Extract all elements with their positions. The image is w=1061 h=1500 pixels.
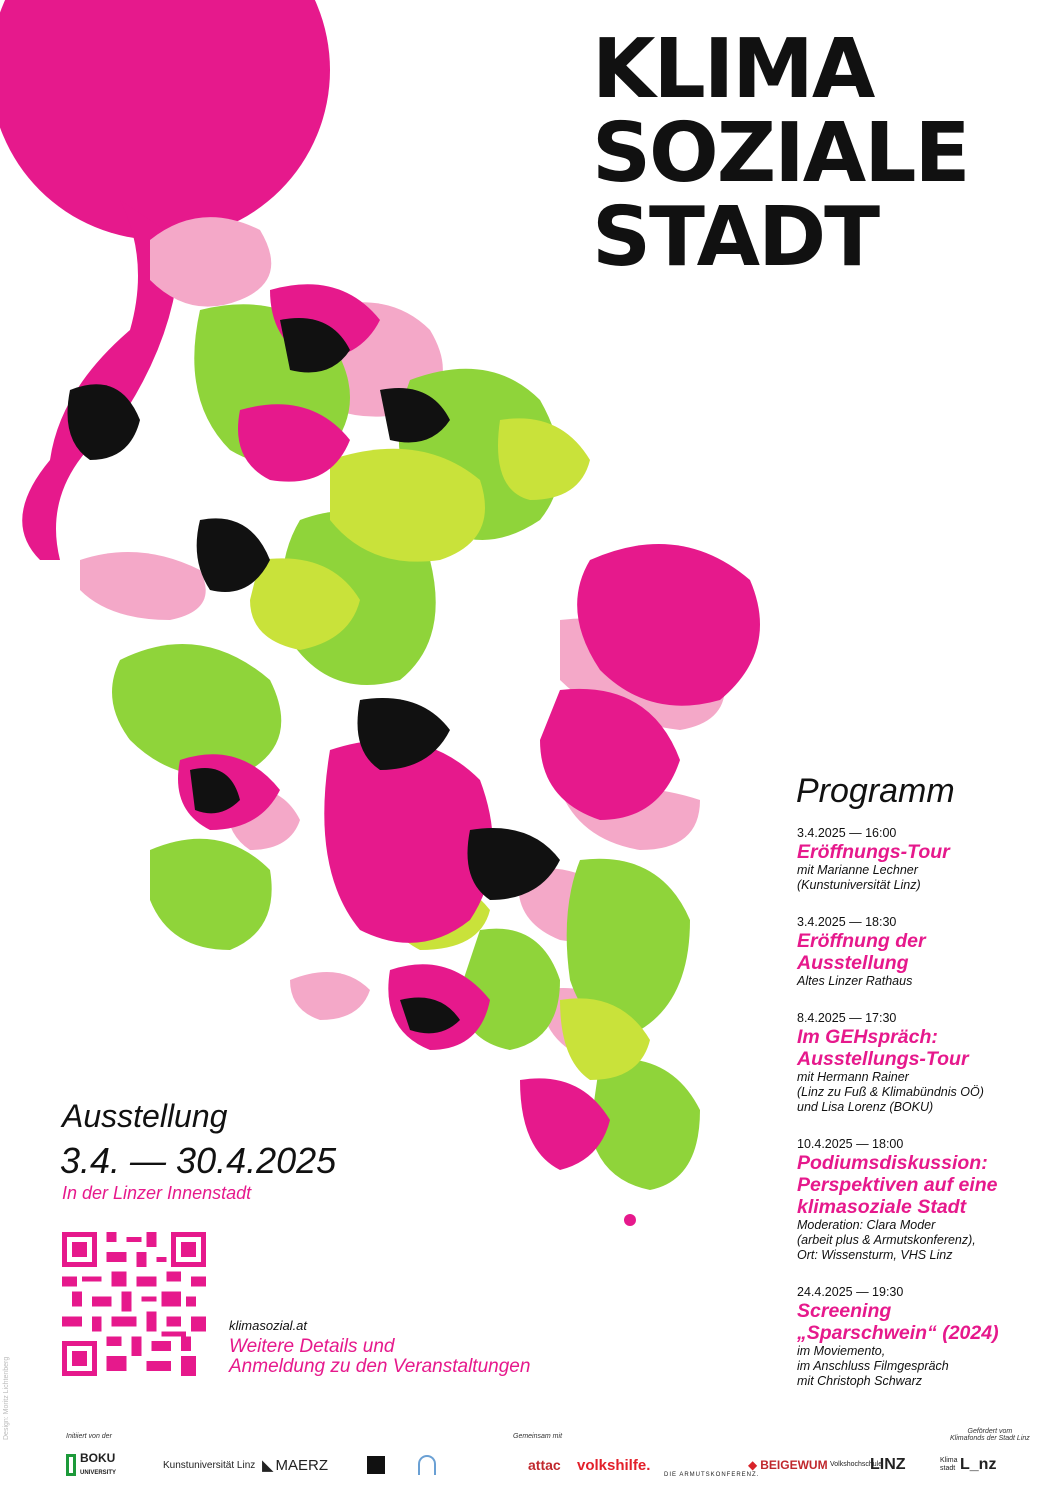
- event-title: Im GEHspräch: Ausstellungs-Tour: [797, 1026, 969, 1070]
- vhs-logo: Volkshochschule: [830, 1461, 883, 1468]
- attac-logo: attac: [528, 1457, 561, 1473]
- title-line-1: KLIMA: [592, 22, 874, 117]
- initiated-by-label: Initiiert von der: [66, 1433, 112, 1440]
- linz-city-logo: L_nz: [960, 1456, 997, 1473]
- event-description: Moderation: Clara Moder (arbeit plus & Armutskonferenz), Ort: Wissensturm, VHS Linz: [797, 1218, 976, 1262]
- event-title: Podiumsdiskussion: Perspektiven auf eine klimasoziale Stadt: [797, 1152, 998, 1218]
- event-date: 24.4.2025 — 19:30: [797, 1285, 904, 1299]
- square-icon: [367, 1456, 385, 1474]
- website-link[interactable]: klimasozial.at: [229, 1318, 308, 1333]
- qr-code[interactable]: [62, 1232, 206, 1376]
- program-event: [797, 826, 1047, 893]
- beigewum-name: BEIGEWUM: [760, 1458, 828, 1472]
- kunstuni-logo: Kunstuniversität Linz: [163, 1459, 256, 1471]
- arch-icon: [418, 1455, 436, 1475]
- program-event: [797, 915, 1047, 989]
- details-text: Weitere Details und Anmeldung zu den Veranstaltungen: [229, 1336, 531, 1377]
- armutskonferenz-logo: DIE ARMUTSKONFERENZ.: [664, 1472, 760, 1478]
- poster-title: [592, 22, 969, 285]
- maerz-icon: ◣: [262, 1457, 274, 1474]
- square-logo: [367, 1452, 385, 1478]
- exhibition-dates: 3.4. — 30.4.2025: [60, 1140, 337, 1181]
- funded-by-label: Gefördert vom Klimafonds der Stadt Linz: [950, 1428, 1030, 1442]
- circle-logo: [418, 1452, 436, 1478]
- beigewum-logo: [748, 1452, 828, 1478]
- event-description: Altes Linzer Rathaus: [797, 974, 913, 988]
- event-description: mit Marianne Lechner (Kunstuniversität Linz): [797, 863, 921, 892]
- event-title: Eröffnungs-Tour: [797, 841, 950, 863]
- program-event: [797, 1137, 1047, 1263]
- program-event: [797, 1011, 1047, 1115]
- program-event-list: [797, 826, 1047, 1411]
- together-with-label: Gemeinsam mit: [513, 1433, 563, 1440]
- boku-subtitle: UNIVERSITY: [80, 1469, 117, 1476]
- title-line-3: STADT: [592, 190, 879, 285]
- event-description: mit Hermann Rainer (Linz zu Fuß & Klimabündnis OÖ) und Lisa Lorenz (BOKU): [797, 1070, 984, 1114]
- boku-logo: [66, 1452, 116, 1478]
- boku-name: BOKU: [80, 1450, 116, 1465]
- event-date: 8.4.2025 — 17:30: [797, 1011, 897, 1025]
- boku-icon: [66, 1454, 76, 1476]
- event-description: im Moviemento, im Anschluss Filmgespräch mit Christoph Schwarz: [797, 1344, 949, 1388]
- program-heading: Programm: [796, 772, 955, 810]
- event-date: 3.4.2025 — 18:30: [797, 915, 897, 929]
- beigewum-icon: ◆: [748, 1458, 758, 1472]
- volkshilfe-logo: volkshilfe.: [577, 1456, 651, 1474]
- linz-logo: LINZ: [870, 1456, 906, 1473]
- design-credit: Design: Moritz Lichtenberg: [3, 1356, 10, 1440]
- event-title: Eröffnung der Ausstellung: [797, 930, 926, 974]
- event-title: Screening „Sparschwein“ (2024): [797, 1300, 999, 1344]
- exhibition-place: In der Linzer Innenstadt: [62, 1183, 252, 1203]
- title-line-2: SOZIALE: [592, 106, 969, 201]
- maerz-name: MAERZ: [275, 1456, 329, 1474]
- event-date: 10.4.2025 — 18:00: [797, 1137, 904, 1151]
- klimastadt-logo: Klima stadt: [940, 1457, 958, 1472]
- event-date: 3.4.2025 — 16:00: [797, 826, 897, 840]
- exhibition-label: Ausstellung: [62, 1098, 228, 1134]
- maerz-logo: [262, 1452, 328, 1478]
- program-event: [797, 1285, 1047, 1389]
